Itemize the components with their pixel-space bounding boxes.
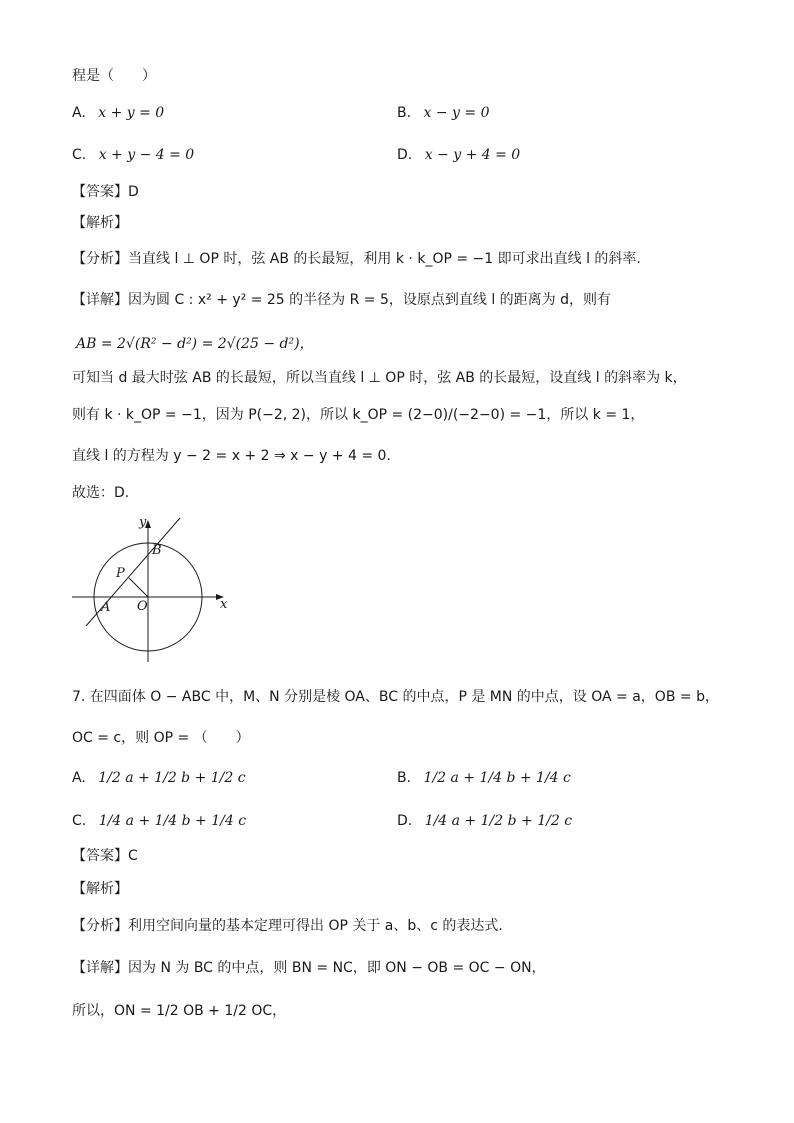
q7-xiangjie-2: 所以，ON = 1/2 OB + 1/2 OC， — [72, 1003, 287, 1019]
option-text: x − y + 4 = 0 — [424, 147, 521, 163]
q6-option-c — [72, 145, 194, 165]
option-label: C. — [72, 813, 87, 829]
option-text: 1/4 a + 1/4 b + 1/4 c — [98, 813, 247, 829]
answer-value: D — [128, 184, 139, 200]
q7-xiangjie-1 — [72, 958, 546, 978]
fenxi-text: 当直线 l ⊥ OP 时，弦 AB 的长最短，利用 k · k_OP = −1 即可求出直线 l 的斜率. — [128, 251, 641, 267]
option-label: B. — [397, 770, 412, 786]
q6-option-d — [397, 145, 520, 165]
label-o: O — [137, 599, 148, 614]
xiangjie-tag: 【详解】 — [72, 292, 128, 308]
fenxi-tag: 【分析】 — [72, 251, 128, 267]
segment-op — [129, 578, 148, 597]
answer-value: C — [128, 848, 138, 864]
option-label: C. — [72, 147, 87, 163]
label-a: A — [101, 600, 111, 615]
q7-option-c — [72, 811, 246, 831]
q6-stem-tail: 程是（ ） — [72, 68, 156, 84]
q6-guxuan: 故选：D. — [72, 485, 130, 501]
xiangjie-text: 因为 N 为 BC 的中点，则 BN = NC，即 ON − OB = OC − ON， — [128, 960, 546, 976]
label-b: B — [152, 543, 162, 558]
option-text: x − y = 0 — [423, 105, 490, 121]
option-label: B. — [397, 105, 412, 121]
q7-option-a — [72, 768, 246, 788]
q6-analysis-tag: 【解析】 — [72, 215, 128, 231]
circle-figure — [68, 514, 238, 664]
label-y: y — [139, 515, 147, 530]
option-label: D. — [397, 147, 413, 163]
q6-xiangjie-2: AB = 2√(R² − d²) = 2√(25 − d²)， — [76, 336, 314, 352]
option-text: 1/2 a + 1/2 b + 1/2 c — [98, 770, 246, 786]
q7-option-d — [397, 811, 572, 831]
answer-tag: 【答案】 — [72, 848, 128, 864]
option-label: D. — [397, 813, 413, 829]
q6-xiangjie-3: 可知当 d 最大时弦 AB 的长最短，所以当直线 l ⊥ OP 时，弦 AB 的长最短，设直线 l 的斜率为 k， — [72, 370, 687, 386]
xiangjie-tag: 【详解】 — [72, 960, 128, 976]
answer-tag: 【答案】 — [72, 184, 128, 200]
option-text: 1/4 a + 1/2 b + 1/2 c — [424, 813, 573, 829]
q7-answer — [72, 846, 138, 866]
q6-option-a — [72, 103, 164, 123]
q6-xiangjie-1 — [72, 290, 611, 310]
xiangjie-text: 因为圆 C : x² + y² = 25 的半径为 R = 5，设原点到直线 l 的距离为 d，则有 — [128, 292, 612, 308]
q6-answer — [72, 182, 139, 202]
option-text: x + y − 4 = 0 — [98, 147, 195, 163]
q7-analysis-tag: 【解析】 — [72, 881, 128, 897]
option-label: A. — [72, 770, 86, 786]
q6-xiangjie-5: 直线 l 的方程为 y − 2 = x + 2 ⇒ x − y + 4 = 0. — [72, 448, 391, 464]
q6-option-b — [397, 103, 490, 123]
option-text: 1/2 a + 1/4 b + 1/4 c — [423, 770, 571, 786]
option-text: x + y = 0 — [98, 105, 165, 121]
q7-stem-2: OC = c，则 OP = （ ） — [72, 730, 250, 746]
fenxi-text: 利用空间向量的基本定理可得出 OP 关于 a、b、c 的表达式. — [128, 918, 503, 934]
option-label: A. — [72, 105, 86, 121]
q7-stem-1: 7. 在四面体 O − ABC 中，M、N 分别是棱 OA、BC 的中点，P 是 MN 的中点，设 OA = a，OB = b， — [72, 689, 719, 705]
q7-fenxi — [72, 916, 503, 936]
q7-option-b — [397, 768, 571, 788]
q6-fenxi — [72, 249, 641, 269]
q6-xiangjie-4: 则有 k · k_OP = −1，因为 P(−2, 2)，所以 k_OP = (2−0)/(−2−0) = −1，所以 k = 1， — [72, 407, 645, 423]
label-x: x — [220, 597, 228, 612]
fenxi-tag: 【分析】 — [72, 918, 128, 934]
label-p: P — [116, 566, 125, 581]
